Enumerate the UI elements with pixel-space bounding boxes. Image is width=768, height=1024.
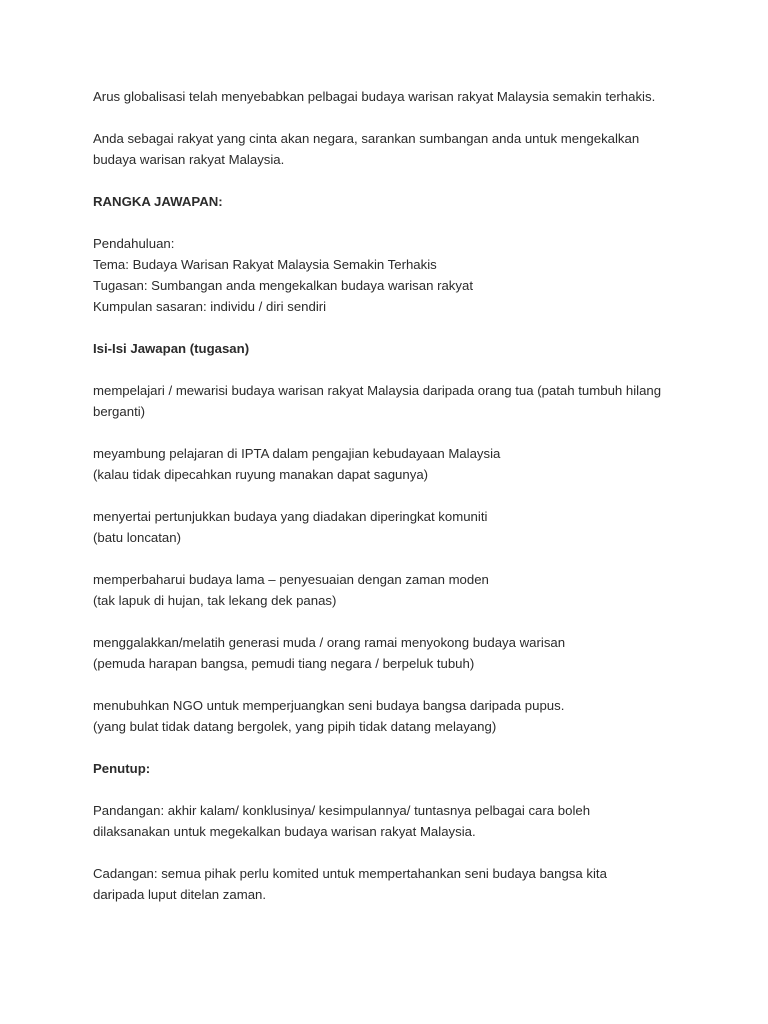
intro-text: Arus globalisasi telah menyebabkan pelbagai budaya warisan rakyat Malaysia semakin terhakis. xyxy=(93,89,656,104)
pandangan-paragraph xyxy=(93,800,693,842)
isi-point-text: mempelajari / mewarisi budaya warisan rakyat Malaysia daripada orang tua (patah tumbuh hilang xyxy=(93,383,662,398)
isi-point-text: menyertai pertunjukkan budaya yang diadakan diperingkat komuniti xyxy=(93,509,488,524)
intro-paragraph xyxy=(93,86,693,107)
document-page xyxy=(93,86,693,926)
pandangan-line-2: dilaksanakan untuk megekalkan budaya warisan rakyat Malaysia. xyxy=(93,824,476,839)
task-paragraph xyxy=(93,128,693,170)
penutup-heading: Penutup: xyxy=(93,761,151,776)
isi-point-text: menubuhkan NGO untuk memperjuangkan seni budaya bangsa daripada pupus. xyxy=(93,698,565,713)
isi-point-4 xyxy=(93,569,693,611)
tema-line: Tema: Budaya Warisan Rakyat Malaysia Semakin Terhakis xyxy=(93,257,437,272)
task-text-line-1: Anda sebagai rakyat yang cinta akan negara, sarankan sumbangan anda untuk mengekalkan xyxy=(93,131,640,146)
pandangan-line-1: Pandangan: akhir kalam/ konklusinya/ kesimpulannya/ tuntasnya pelbagai cara boleh xyxy=(93,803,591,818)
isi-point-note: (batu loncatan) xyxy=(93,530,181,545)
isi-point-text: memperbaharui budaya lama – penyesuaian dengan zaman moden xyxy=(93,572,489,587)
rangka-heading: RANGKA JAWAPAN: xyxy=(93,194,223,209)
isi-point-6 xyxy=(93,695,693,737)
isi-point-note: (pemuda harapan bangsa, pemudi tiang negara / berpeluk tubuh) xyxy=(93,656,475,671)
isi-heading: Isi-Isi Jawapan (tugasan) xyxy=(93,341,250,356)
isi-point-note: (kalau tidak dipecahkan ruyung manakan dapat sagunya) xyxy=(93,467,429,482)
cadangan-line-2: daripada luput ditelan zaman. xyxy=(93,887,267,902)
isi-point-text: meyambung pelajaran di IPTA dalam pengajian kebudayaan Malaysia xyxy=(93,446,501,461)
tugasan-line: Tugasan: Sumbangan anda mengekalkan budaya warisan rakyat xyxy=(93,278,473,293)
kumpulan-sasaran-line: Kumpulan sasaran: individu / diri sendiri xyxy=(93,299,327,314)
pendahuluan-block xyxy=(93,233,693,317)
isi-point-note: berganti) xyxy=(93,404,146,419)
task-text-line-2: budaya warisan rakyat Malaysia. xyxy=(93,152,285,167)
isi-point-2 xyxy=(93,443,693,485)
isi-point-3 xyxy=(93,506,693,548)
isi-point-text: menggalakkan/melatih generasi muda / orang ramai menyokong budaya warisan xyxy=(93,635,566,650)
pendahuluan-label: Pendahuluan: xyxy=(93,236,175,251)
isi-point-note: (tak lapuk di hujan, tak lekang dek panas) xyxy=(93,593,337,608)
cadangan-line-1: Cadangan: semua pihak perlu komited untuk mempertahankan seni budaya bangsa kita xyxy=(93,866,607,881)
cadangan-paragraph xyxy=(93,863,693,905)
isi-point-note: (yang bulat tidak datang bergolek, yang pipih tidak datang melayang) xyxy=(93,719,497,734)
isi-point-1 xyxy=(93,380,693,422)
isi-point-5 xyxy=(93,632,693,674)
